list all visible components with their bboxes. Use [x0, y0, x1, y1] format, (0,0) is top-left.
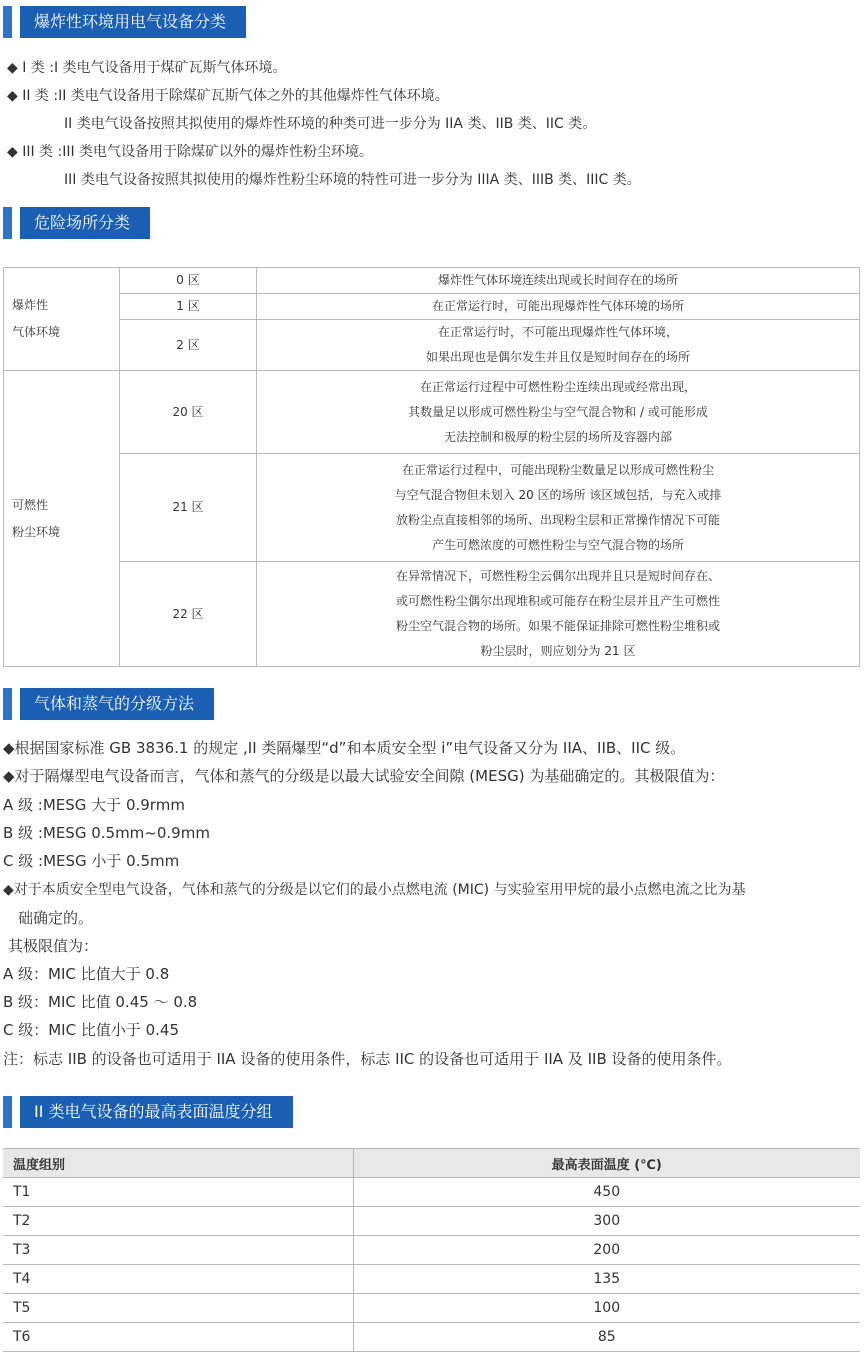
- temp-group-cell: T3: [3, 1236, 353, 1265]
- temp-group-cell: T1: [3, 1178, 353, 1207]
- temperature-table: [3, 1148, 860, 1352]
- class-ii-subline: II 类电气设备按照其拟使用的爆炸性环境的种类可进一步分为 IIA 类、IIB 类、IIC 类。: [64, 116, 597, 132]
- zone-cell: 22 区: [120, 562, 257, 667]
- grading-line: B 级 :MESG 0.5mm~0.9mm: [3, 824, 210, 842]
- gas-category-cell: [4, 268, 120, 371]
- zone-description: [257, 371, 860, 454]
- temp-group-cell: T4: [3, 1265, 353, 1294]
- table-row: [3, 1294, 860, 1323]
- hazard-zone-table: [3, 267, 860, 667]
- grading-line: C 级：MIC 比值小于 0.45: [3, 1021, 180, 1039]
- desc-line: 在正常运行时，不可能出现爆炸性气体环境，: [437, 325, 678, 339]
- desc-line: 无法控制和极厚的粉尘层的场所及容器内部: [443, 429, 672, 444]
- desc-line: 如果出现也是偶尔发生并且仅是短时间存在的场所: [425, 350, 690, 364]
- table-row: [3, 1323, 860, 1352]
- table-row: [4, 454, 860, 562]
- desc-line: 放粉尘点直接相邻的场所、出现粉尘层和正常操作情况下可能: [395, 512, 720, 527]
- desc-line: 粉尘空气混合物的场所。如果不能保证排除可燃性粉尘堆积或: [395, 619, 720, 633]
- table-row: [4, 268, 860, 294]
- section-marker: [3, 688, 12, 720]
- table-row: [4, 320, 860, 371]
- desc-line: 粉尘层时，则应划分为 21 区: [480, 644, 636, 658]
- grading-line: ◆对于隔爆型电气设备而言，气体和蒸气的分级是以最大试验安全间隙 (MESG) 为基础确定的。其极限值为：: [3, 767, 725, 785]
- category-label: 可燃性: [12, 497, 49, 512]
- desc-line: 在正常运行过程中可燃性粉尘连续出现或经常出现，: [419, 379, 696, 394]
- max-temp-cell: 450: [353, 1178, 860, 1207]
- category-label: 气体环境: [12, 325, 61, 339]
- class-i-line: ◆ I 类 :I 类电气设备用于煤矿瓦斯气体环境。: [7, 60, 287, 76]
- temp-group-cell: T2: [3, 1207, 353, 1236]
- class-iii-subline: III 类电气设备按照其拟使用的爆炸性粉尘环境的特性可进一步分为 IIIA 类、IIIB 类、IIIC 类。: [64, 172, 641, 188]
- desc-line: 产生可燃浓度的可燃性粉尘与空气混合物的场所: [431, 537, 684, 552]
- table-row: [3, 1178, 860, 1207]
- desc-line: 爆炸性气体环境连续出现或长时间存在的场所: [437, 273, 678, 287]
- zone-description: [257, 294, 860, 320]
- max-temp-cell: 135: [353, 1265, 860, 1294]
- grading-line: A 级 :MESG 大于 0.9rmm: [3, 796, 185, 814]
- max-temp-cell: 300: [353, 1207, 860, 1236]
- grading-line: B 级：MIC 比值 0.45 ～ 0.8: [3, 993, 198, 1011]
- desc-line: 或可燃性粉尘偶尔出现堆积或可能存在粉尘层并且产生可燃性: [395, 594, 720, 608]
- temp-group-cell: T6: [3, 1323, 353, 1352]
- class-iii-line: ◆ III 类 :III 类电气设备用于除煤矿以外的爆炸性粉尘环境。: [7, 144, 374, 160]
- zone-description: [257, 454, 860, 562]
- desc-line: 与空气混合物但未划入 20 区的场所 该区域包括，与充入或排: [394, 487, 722, 502]
- temp-group-cell: T5: [3, 1294, 353, 1323]
- table-row: [4, 371, 860, 454]
- section-marker: [3, 207, 12, 239]
- zone-cell: 21 区: [120, 454, 257, 562]
- desc-line: 在正常运行时，可能出现爆炸性气体环境的场所: [431, 299, 684, 313]
- section-marker: [3, 6, 12, 38]
- class-ii-line: ◆ II 类 :II 类电气设备用于除煤矿瓦斯气体之外的其他爆炸性气体环境。: [7, 88, 449, 104]
- section-title: II 类电气设备的最高表面温度分组: [20, 1096, 293, 1128]
- section-title: 气体和蒸气的分级方法: [20, 688, 214, 720]
- max-temp-cell: 85: [353, 1323, 860, 1352]
- table-row: [4, 562, 860, 667]
- grading-line: 础确定的。: [18, 909, 94, 927]
- zone-description: [257, 320, 860, 371]
- max-temp-cell: 100: [353, 1294, 860, 1323]
- grading-line: A 级：MIC 比值大于 0.8: [3, 965, 170, 983]
- zone-cell: 20 区: [120, 371, 257, 454]
- dust-category-cell: [4, 371, 120, 667]
- table-header-row: [3, 1149, 860, 1178]
- category-label: 爆炸性: [12, 298, 49, 312]
- table-row: [3, 1236, 860, 1265]
- zone-cell: 2 区: [120, 320, 257, 371]
- zone-description: [257, 268, 860, 294]
- desc-line: 其数量足以形成可燃性粉尘与空气混合物和 / 或可能形成: [408, 404, 708, 419]
- zone-cell: 0 区: [120, 268, 257, 294]
- max-temp-cell: 200: [353, 1236, 860, 1265]
- grading-line: 其极限值为：: [8, 937, 99, 955]
- grading-line: C 级 :MESG 小于 0.5mm: [3, 852, 180, 870]
- column-header-temp: 最高表面温度 (℃): [353, 1149, 860, 1178]
- section-title: 爆炸性环境用电气设备分类: [20, 6, 246, 38]
- grading-line: ◆根据国家标准 GB 3836.1 的规定 ,II 类隔爆型“d”和本质安全型 i”电气设备又分为 IIA、IIB、IIC 级。: [3, 739, 686, 757]
- section-title: 危险场所分类: [20, 207, 150, 239]
- column-header-group: 温度组别: [3, 1149, 353, 1178]
- desc-line: 在异常情况下，可燃性粉尘云偶尔出现并且只是短时间存在、: [395, 569, 720, 583]
- grading-line: ◆对于本质安全型电气设备，气体和蒸气的分级是以它们的最小点燃电流 (MIC) 与实验室用甲烷的最小点燃电流之比为基: [3, 882, 746, 898]
- category-label: 粉尘环境: [12, 524, 61, 539]
- table-row: [3, 1265, 860, 1294]
- section-marker: [3, 1096, 12, 1128]
- zone-cell: 1 区: [120, 294, 257, 320]
- desc-line: 在正常运行过程中，可能出现粉尘数量足以形成可燃性粉尘: [401, 462, 714, 477]
- table-row: [4, 294, 860, 320]
- table-row: [3, 1207, 860, 1236]
- grading-note: 注：标志 IIB 的设备也可适用于 IIA 设备的使用条件，标志 IIC 的设备也可适用于 IIA 及 IIB 设备的使用条件。: [3, 1050, 732, 1068]
- zone-description: [257, 562, 860, 667]
